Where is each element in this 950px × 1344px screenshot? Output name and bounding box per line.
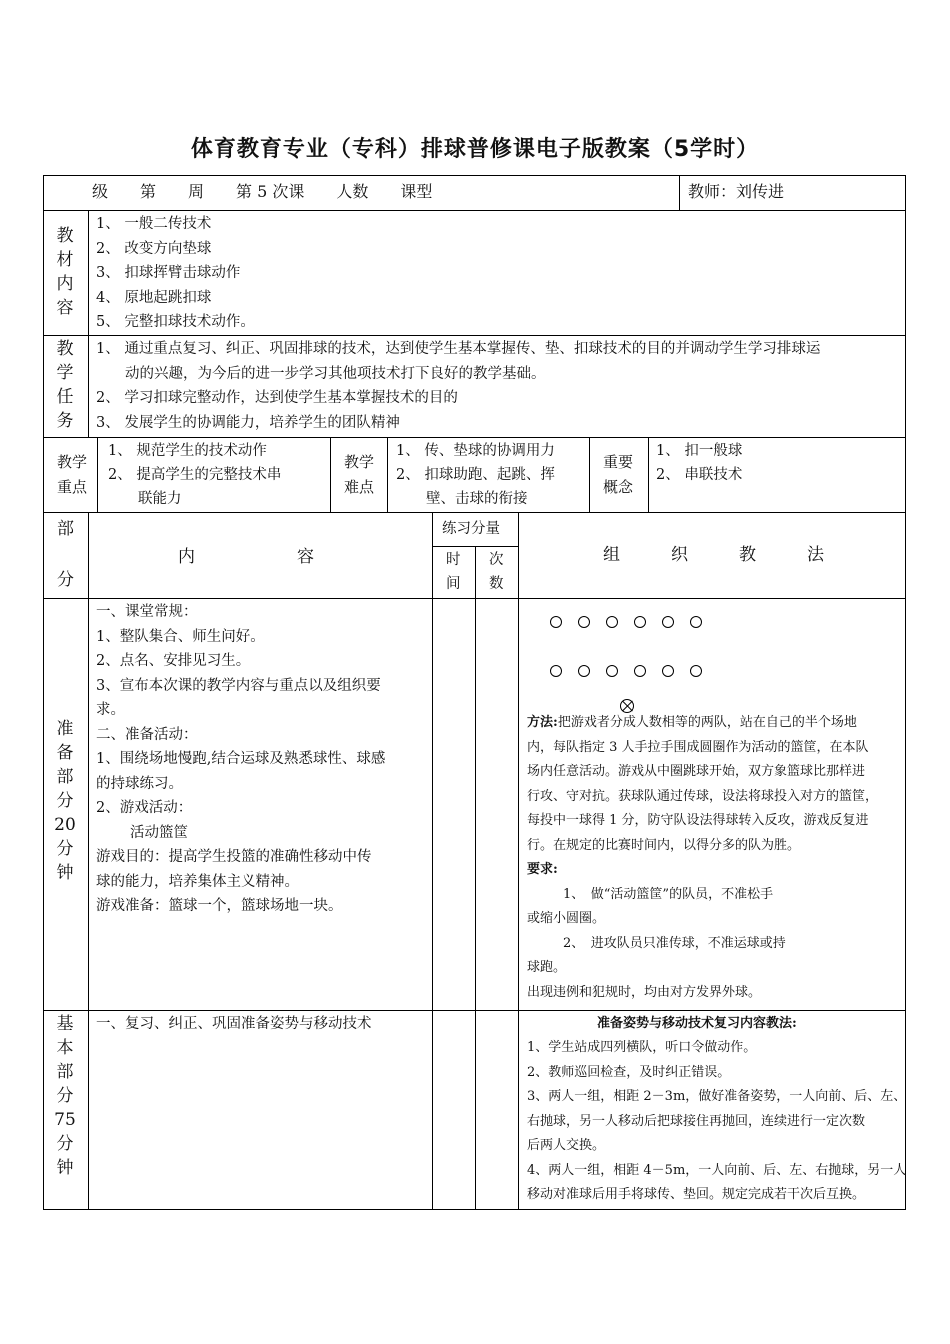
prep-method: [527, 711, 878, 1005]
basic-method-line: 4、两人一组，相距 4－5m，一人向前、后、左、右抛球，另一人: [527, 1162, 907, 1178]
concept-item: 1、 扣一般球: [656, 443, 743, 459]
col-divider: [330, 437, 331, 512]
col-divider: [518, 512, 519, 1210]
difficulties-label: 教学 难点: [343, 453, 374, 496]
key-point-item: 2、 提高学生的完整技术串: [108, 467, 282, 483]
prep-section-label: 准 备 部 分 20 分 钟: [54, 719, 76, 883]
basic-section-label: 基 本 部 分 75 分 钟: [54, 1014, 76, 1178]
section-header: 部: [57, 519, 74, 539]
count-header: 次: [489, 552, 504, 568]
concept-item: 2、 串联技术: [656, 467, 743, 483]
method-line: 行。在规定的比赛时间内，以得分多的队为胜。: [527, 837, 801, 853]
basic-method-line: 3、两人一组，相距 2－3m，做好准备姿势，一人向前、后、左、: [527, 1089, 907, 1104]
row-divider: [43, 335, 906, 336]
basic-content: 一、复习、纠正、巩固准备姿势与移动技术: [96, 1016, 372, 1032]
method-line: 每投中一球得 1 分，防守队设法得球转入反攻，游戏反复进: [527, 813, 869, 828]
prep-content: [96, 600, 385, 919]
teacher-name: 教师：刘传进: [688, 182, 785, 201]
teaching-content-list: [96, 212, 255, 335]
task-item: 1、 通过重点复习、纠正、巩固排球的技术，达到使学生基本掌握传、垫、扣球技术的目的并调动学生学习排球运: [96, 341, 821, 357]
basic-method-line: 后两人交换。: [527, 1138, 606, 1153]
requirements-label: 要求:: [527, 862, 558, 877]
time-header: 时: [446, 552, 461, 568]
player-marker: [578, 665, 590, 677]
prep-line: 2、游戏活动：: [96, 800, 193, 816]
player-marker: [634, 665, 646, 677]
col-divider: [648, 437, 649, 512]
key-point-item: 联能力: [138, 491, 182, 507]
teaching-content-label: 教 材 内 容: [56, 226, 74, 318]
method-header: 组 织 教 法: [603, 545, 824, 565]
key-point-item: 1、 规范学生的技术动作: [108, 443, 267, 459]
prep-line: 游戏目的：提高学生投篮的准确性移动中传: [96, 849, 372, 865]
col-divider: [97, 437, 98, 512]
task-item: 3、 发展学生的协调能力，培养学生的团队精神: [96, 415, 400, 431]
player-marker: [634, 616, 646, 628]
method-label: 方法:: [527, 715, 558, 730]
course-info: 级 第 周 第 5 次课 人数 课型: [92, 182, 433, 201]
player-marker: [606, 665, 618, 677]
col-divider: [432, 512, 433, 1210]
prep-line: 2、点名、安排见习生。: [96, 653, 251, 669]
count-header: 数: [489, 576, 504, 592]
method-line: 内，每队指定 3 人手拉手围成圆圈作为活动的篮筐，在本队: [527, 739, 869, 755]
requirement-line: 1、 做“活动篮筐”的队员，不准松手: [563, 886, 774, 902]
prep-line: 1、整队集合、师生问好。: [96, 628, 265, 645]
list-item: 5、 完整扣球技术动作。: [96, 314, 255, 330]
list-item: 2、 改变方向垫球: [96, 240, 212, 257]
method-line: 场内任意活动。游戏从中圈跳球开始，双方象篮球比那样进: [527, 764, 866, 779]
time-header: 间: [446, 576, 461, 592]
basic-method-line: 2、教师巡回检查，及时纠正错误。: [527, 1064, 731, 1080]
difficulty-item: 1、 传、垫球的协调用力: [396, 443, 555, 459]
prep-line: 1、围绕场地慢跑,结合运球及熟悉球性、球感: [96, 751, 386, 767]
content-header: 内 容: [178, 547, 314, 567]
player-marker: [550, 616, 562, 628]
difficulty-item: 2、 扣球助跑、起跳、挥: [396, 467, 555, 483]
col-divider: [387, 437, 388, 512]
player-marker: [578, 616, 590, 628]
player-marker: [690, 616, 702, 628]
player-marker: [662, 616, 674, 628]
requirement-line: 出现违例和犯规时，均由对方发界外球。: [527, 984, 762, 1000]
col-divider: [589, 437, 590, 512]
basic-method: [527, 1036, 906, 1208]
requirement-line: 球跑。: [527, 960, 567, 975]
task-item: 动的兴趣，为今后的进一步学习其他项技术打下良好的教学基础。: [125, 366, 546, 382]
list-item: 3、 扣球挥臂击球动作: [96, 265, 241, 281]
difficulty-item: 壁、击球的衔接: [426, 491, 528, 507]
list-item: 1、 一般二传技术: [96, 216, 212, 232]
basic-method-line: 右抛球，另一人移动后把球接住再抛回，连续进行一定次数: [527, 1113, 866, 1129]
col-divider: [475, 546, 476, 1210]
prep-line: 求。: [96, 702, 125, 718]
player-marker: [662, 665, 674, 677]
prep-line: 一、课堂常规：: [96, 604, 198, 620]
method-line: 行攻、守对抗。获球队通过传球，设法将球投入对方的篮筐，: [527, 788, 879, 804]
col-divider: [679, 175, 680, 210]
prep-line: 球的能力，培养集体主义精神。: [96, 873, 299, 890]
prep-line: 的持球练习。: [96, 775, 183, 792]
basic-method-line: 1、学生站成四列横队，听口令做动作。: [527, 1040, 757, 1055]
page-title: 体育教育专业（专科）排球普修课电子版教案（5学时）: [190, 137, 760, 162]
col-divider: [88, 210, 89, 437]
requirement-line: 或缩小圆圈。: [527, 911, 606, 926]
player-marker: [690, 665, 702, 677]
prep-line: 二、准备活动：: [96, 726, 198, 743]
teaching-tasks-label: 教 学 任 务: [56, 339, 74, 431]
requirement-line: 2、 进攻队员只准传球，不准运球或持: [563, 935, 786, 951]
basic-method-line: 移动对准球后用手将球传、垫回。规定完成若干次后互换。: [527, 1187, 866, 1202]
row-divider: [43, 437, 906, 438]
method-line: 把游戏者分成人数相等的两队，站在自己的半个场地: [557, 715, 857, 730]
concepts-label: 重要 概念: [602, 453, 633, 496]
practice-header: 练习分量: [442, 521, 500, 537]
prep-line: 3、宣布本次课的教学内容与重点以及组织要: [96, 677, 381, 694]
prep-line: 活动篮筐: [130, 824, 188, 841]
basic-method-title: 准备姿势与移动技术复习内容教法:: [597, 1016, 797, 1031]
col-divider: [88, 512, 89, 1210]
player-marker: [550, 665, 562, 677]
prep-line: 游戏准备：篮球一个，篮球场地一块。: [96, 898, 343, 914]
section-header: 分: [57, 570, 74, 590]
key-points-label: 教学 重点: [56, 453, 87, 496]
list-item: 4、 原地起跳扣球: [96, 289, 212, 306]
player-marker: [606, 616, 618, 628]
task-item: 2、 学习扣球完整动作，达到使学生基本掌握技术的目的: [96, 390, 458, 406]
row-divider: [43, 210, 906, 211]
row-divider: [43, 512, 906, 513]
